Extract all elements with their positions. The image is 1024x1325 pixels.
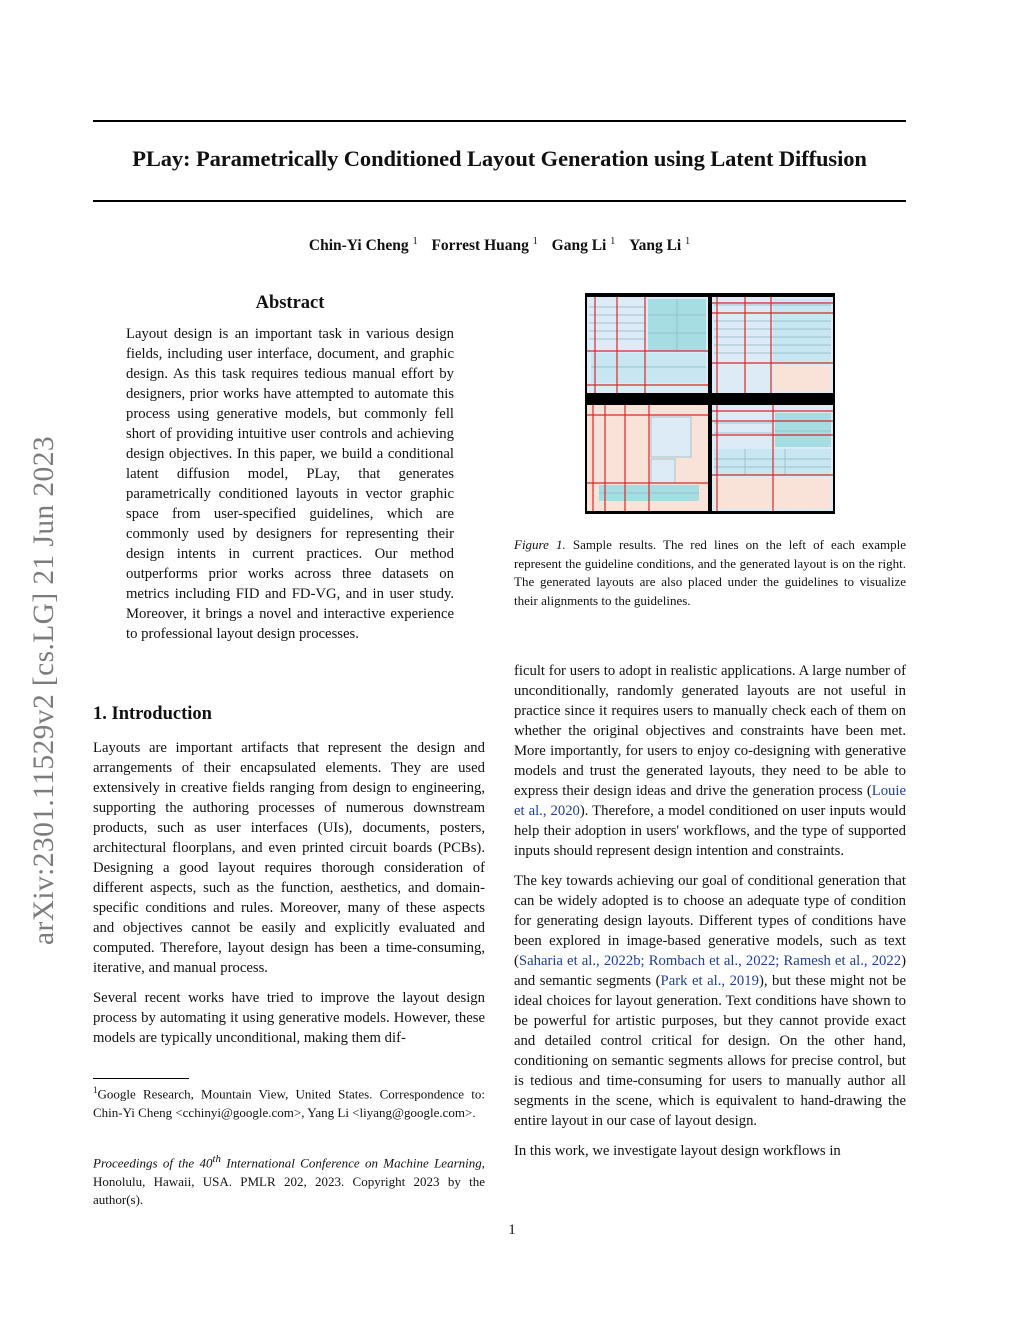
citation-link[interactable]: Saharia et al., 2022b; Rombach et al., 2022; Ramesh et al., 2022 [518, 953, 902, 969]
author: Forrest Huang $^1$ [431, 236, 538, 255]
citation-link[interactable]: Park et al., 2019 [660, 973, 759, 989]
page-number: 1 [508, 1222, 516, 1238]
author: Yang Li $^1$ [629, 236, 691, 255]
footnote: $^1$Google Research, Mountain View, United States. Correspondence to: Chin-Yi Cheng <cchinyi@google.com>, Yang Li <liyang@google.com>. [93, 1085, 485, 1120]
author-list [93, 236, 906, 255]
sample-panel-2 [712, 297, 833, 393]
paragraph: ficult for users to adopt in realistic applications. A large number of unconditionally, randomly generated layouts are not useful in practice since it requires users to manually check each of them on whether the original objectives and constraints have been met. More importantly, for users to enjoy co-designing with generative models and trust the generated layouts, they need to be able to express their design ideas and drive the generation process (Louie et al., 2020). Therefore, a model conditioned on user inputs would help their adoption in users' workflows, and the type of supported inputs should represent design intention and constraints. [514, 663, 906, 859]
right-column-body [514, 661, 906, 1171]
author: Gang Li $^1$ [551, 236, 616, 255]
sample-panel-4 [712, 405, 833, 511]
paragraph: Several recent works have tried to improve the layout design process by automating it using generative models. However, these models are typically unconditional, making them dif- [93, 990, 485, 1046]
sample-panel-1 [587, 297, 708, 393]
title-rule [93, 200, 906, 202]
footnote-rule [93, 1078, 189, 1079]
citation-link[interactable]: Louie et al., 2020 [514, 783, 906, 819]
figure-1-caption: Figure 1. Sample results. The red lines on the left of each example represent the guideline conditions, and the generated layout is on the right. The generated layouts are also placed under the guidelines to visualize their alignments to the guidelines. [514, 537, 906, 608]
paper-title: PLay: Parametrically Conditioned Layout Generation using Latent Diffusion [132, 146, 867, 171]
arxiv-identifier: arXiv:2301.11529v2 [cs.LG] 21 Jun 2023 [28, 436, 60, 945]
figure-1-layout-samples [585, 293, 835, 514]
paragraph: In this work, we investigate layout design workflows in [514, 1143, 841, 1159]
introduction-body [93, 738, 485, 1058]
proceedings-note: Proceedings of the 40th International Conference on Machine Learning, Honolulu, Hawaii, USA. PMLR 202, 2023. Copyright 2023 by the author(s). [93, 1153, 485, 1208]
introduction-heading: 1. Introduction [93, 704, 212, 724]
abstract-text: Layout design is an important task in various design fields, including user interface, document, and graphic design. As this task requires tedious manual effort by designers, prior works have attempted to automate this process using generative models, but commonly fell short of providing intuitive user controls and achieving design objectives. In this paper, we build a conditional latent diffusion model, PLay, that generates parametrically conditioned layouts in vector graphic space from user-specified guidelines, which are commonly used by designers for representing their design intents in current practices. Our method outperforms prior works across three datasets on metrics including FID and FD-VG, and in user study. Moreover, it brings a novel and interactive experience to professional layout design processes. [126, 326, 454, 642]
paragraph: Layouts are important artifacts that represent the design and arrangements of their encapsulated elements. They are used extensively in creative fields ranging from design to engineering, supporting the authoring processes of numerous downstream products, such as user interfaces (UIs), documents, posters, architectural floorplans, and even printed circuit boards (PCBs). Designing a good layout requires thorough consideration of different aspects, such as the function, aesthetics, and domain-specific conditions and rules. Moreover, many of these aspects and objectives cannot be easily and explicitly evaluated and computed. Therefore, layout design has been a time-consuming, iterative, and manual process. [93, 740, 485, 976]
paragraph: The key towards achieving our goal of conditional generation that can be widely adopted is to choose an adequate type of condition for generating design layouts. Different types of conditions have been explored in image-based generative models, such as text (Saharia et al., 2022b; Rombach et al., 2022; Ramesh et al., 2022) and semantic segments (Park et al., 2019), but these might not be ideal choices for layout generation. Text conditions have shown to be powerful for artistic purposes, but they cannot provide exact and detailed control critical for design. On the other hand, conditioning on semantic segments allows for precise control, but is tedious and time-consuming for users to manually author all segments in the scene, which is equivalent to hand-drawing the entire layout in our case of layout design. [514, 873, 907, 1129]
author: Chin-Yi Cheng $^1$ [308, 236, 418, 255]
top-rule [93, 120, 906, 122]
abstract-heading: Abstract [255, 293, 325, 313]
sample-panel-3 [587, 405, 708, 511]
